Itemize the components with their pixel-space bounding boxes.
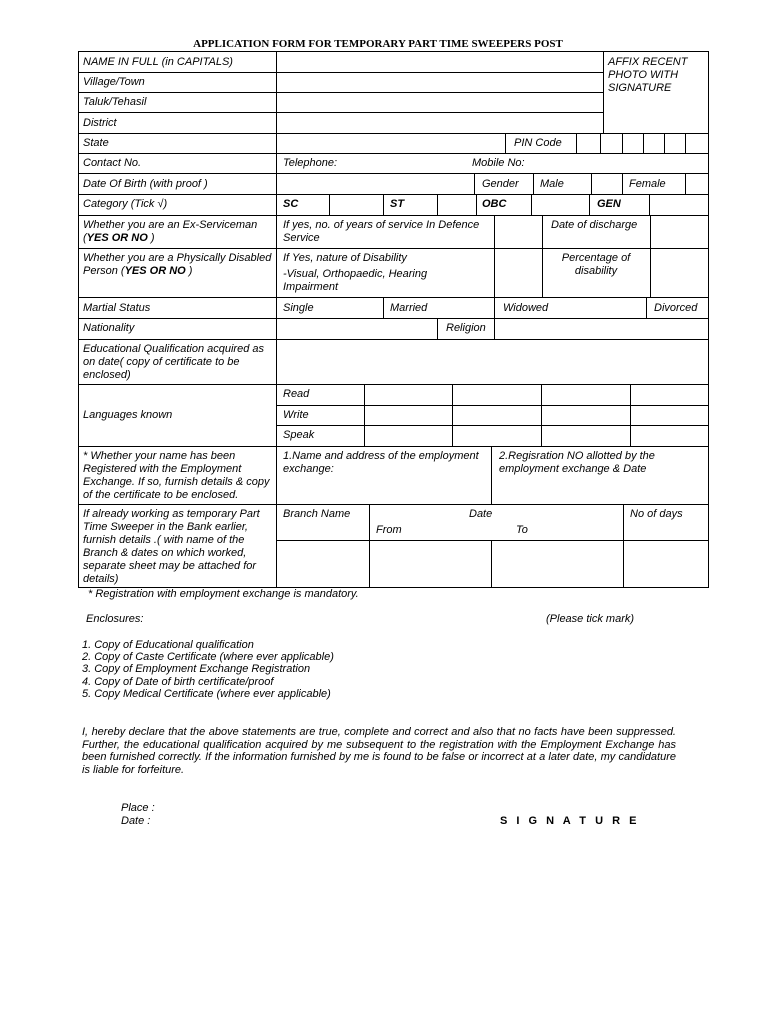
label-marital: Martial Status [83, 302, 151, 314]
enclosure-item: 5. Copy Medical Certificate (where ever applicable) [82, 688, 331, 700]
label-dob: Date Of Birth (with proof ) [83, 178, 208, 190]
label-working: If already working as temporary Part Time Sweeper in the Bank earlier, furnish details .( with name of the Branch & dates on which worked, separate sheet may be attached for details) [83, 508, 260, 585]
yes-or-no: YES OR NO [86, 232, 148, 244]
label-mobile: Mobile No: [472, 157, 525, 169]
label-widowed: Widowed [503, 302, 549, 314]
label-gender: Gender [482, 178, 519, 190]
label-education: Educational Qualification acquired as on date( copy of certificate to be enclosed) [83, 343, 265, 381]
label-nationality: Nationality [83, 322, 135, 334]
enclosure-item: 3. Copy of Employment Exchange Registration [82, 663, 311, 675]
label-taluk: Taluk/Tehasil [83, 96, 147, 108]
enclosure-item: 2. Copy of Caste Certificate (where ever applicable) [82, 651, 334, 663]
label-name-full: NAME IN FULL (in CAPITALS) [83, 56, 233, 68]
label-date-col: Date [469, 508, 493, 520]
label-district: District [83, 117, 117, 129]
label-ex-serviceman: Whether you are an Ex-Serviceman [83, 219, 258, 231]
enclosure-item: 4. Copy of Date of birth certificate/proof [82, 676, 274, 688]
signature-label: S I G N A T U R E [500, 815, 640, 827]
label-sc: SC [283, 198, 299, 210]
yes-or-no-2: YES OR NO [124, 265, 186, 277]
label-single: Single [283, 302, 314, 314]
label-discharge: Date of discharge [551, 219, 638, 231]
label-disability-nature: If Yes, nature of Disability [283, 252, 407, 264]
label-state: State [83, 137, 109, 149]
tick-note: (Please tick mark) [546, 613, 635, 625]
label-gen: GEN [597, 198, 621, 210]
enclosure-item: 1. Copy of Educational qualification [82, 639, 254, 651]
label-years-service: If yes, no. of years of service In Defence Service [283, 219, 480, 244]
label-telephone: Telephone: [283, 157, 338, 169]
label-married: Married [390, 302, 428, 314]
declaration-text: I, hereby declare that the above statements are true, complete and correct and also that no facts have been suppressed. Further, the educational qualification acquired by me subsequent to the registration with the Employment Exchange has been furnished correctly. If the information furnished by me is found to be false or incorrect at a later date, my candidature is liable for forfeiture. [82, 726, 676, 776]
label-exchange-name: 1.Name and address of the employment exchange: [283, 450, 479, 475]
enclosures-label: Enclosures: [86, 613, 144, 625]
date-label: Date : [121, 815, 151, 827]
label-contact: Contact No. [83, 157, 142, 169]
label-disabled-text: Whether you are a Physically Disabled Person ( [83, 252, 272, 277]
label-disability-pct: Percentage of disability [561, 252, 631, 277]
label-to: To [516, 524, 528, 536]
label-no-of-days: No of days [630, 508, 683, 520]
label-obc: OBC [482, 198, 507, 210]
label-disabled: Whether you are a Physically Disabled Person (YES OR NO ) [83, 252, 272, 277]
label-male: Male [540, 178, 564, 190]
form-title: APPLICATION FORM FOR TEMPORARY PART TIME SWEEPERS POST [193, 38, 563, 50]
label-speak: Speak [283, 429, 315, 441]
label-category: Category (Tick √) [83, 198, 168, 210]
label-from: From [376, 524, 402, 536]
label-ex-serviceman-yesno: (YES OR NO ) [83, 232, 155, 244]
photo-box-label: AFFIX RECENT PHOTO WITH SIGNATURE [608, 56, 688, 94]
label-female: Female [629, 178, 666, 190]
place-label: Place : [121, 802, 155, 814]
mandatory-note: * Registration with employment exchange is mandatory. [88, 588, 359, 600]
label-branch: Branch Name [283, 508, 351, 520]
label-st: ST [390, 198, 405, 210]
label-write: Write [283, 409, 309, 421]
label-pin-code: PIN Code [514, 137, 562, 149]
label-village: Village/Town [83, 76, 145, 88]
label-languages: Languages known [83, 409, 173, 421]
label-exchange-reg: 2.Regisration NO allotted by the employment exchange & Date [499, 450, 655, 475]
label-disability-types: -Visual, Orthopaedic, Hearing Impairment [283, 268, 428, 293]
label-religion: Religion [446, 322, 486, 334]
label-divorced: Divorced [654, 302, 698, 314]
label-read: Read [283, 388, 310, 400]
label-registered: * Whether your name has been Registered with the Employment Exchange. If so, furnish details & copy of the certificate to be enclosed. [83, 450, 270, 501]
